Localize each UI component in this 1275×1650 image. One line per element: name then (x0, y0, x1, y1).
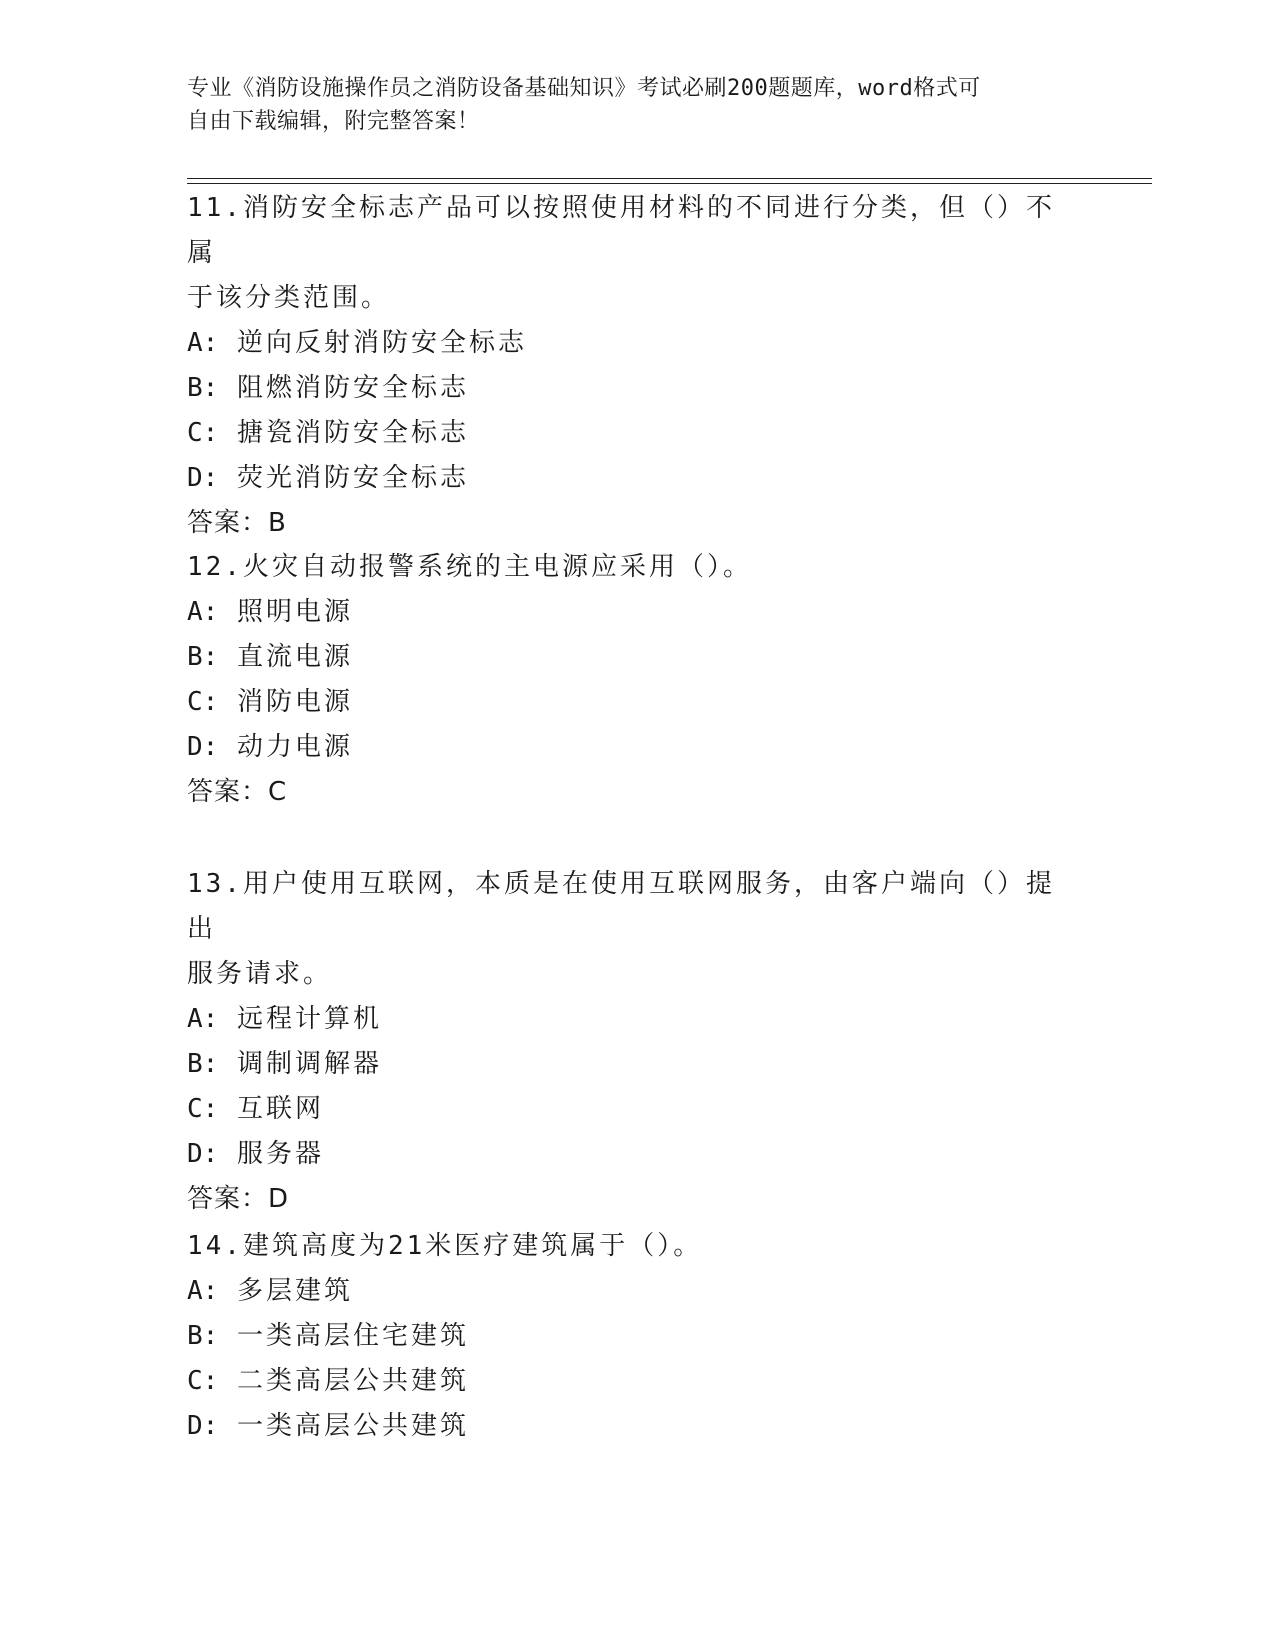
question-stem-line: 服务请求。 (187, 959, 333, 989)
option-letter: D: (187, 463, 219, 493)
option-d (187, 456, 1077, 501)
option-text: 服务器 (236, 1139, 324, 1169)
option-c (187, 411, 1077, 456)
option-c (187, 1087, 1077, 1132)
option-a (187, 590, 1077, 635)
option-text: 一类高层住宅建筑 (236, 1321, 469, 1351)
option-letter: C: (187, 1094, 219, 1124)
option-text: 消防电源 (236, 687, 353, 717)
answer: 答案：C (187, 777, 288, 807)
question-stem-line: 12.火灾自动报警系统的主电源应采用（）。 (187, 552, 752, 582)
question-stem-line: 11.消防安全标志产品可以按照使用材料的不同进行分类，但（）不属 (187, 193, 1055, 268)
question-13 (187, 862, 1077, 1222)
option-b (187, 1314, 1077, 1359)
option-d (187, 725, 1077, 770)
option-a (187, 997, 1077, 1042)
option-letter: A: (187, 1004, 219, 1034)
option-text: 一类高层公共建筑 (236, 1411, 469, 1441)
option-text: 直流电源 (236, 642, 353, 672)
option-letter: C: (187, 418, 219, 448)
option-text: 照明电源 (236, 597, 353, 627)
option-text: 阻燃消防安全标志 (236, 373, 469, 403)
option-letter: B: (187, 1321, 219, 1351)
option-letter: C: (187, 1366, 219, 1396)
document-header (187, 72, 1067, 138)
header-divider-top (187, 178, 1152, 179)
option-letter: D: (187, 1411, 219, 1441)
option-text: 调制调解器 (236, 1049, 382, 1079)
option-b (187, 635, 1077, 680)
option-text: 二类高层公共建筑 (236, 1366, 469, 1396)
header-line-2: 自由下载编辑，附完整答案！ (187, 109, 480, 134)
answer: 答案：B (187, 508, 287, 538)
option-a (187, 321, 1077, 366)
option-d (187, 1132, 1077, 1177)
option-letter: B: (187, 642, 219, 672)
question-14 (187, 1224, 1077, 1449)
option-text: 多层建筑 (236, 1276, 353, 1306)
option-b (187, 1042, 1077, 1087)
option-d (187, 1404, 1077, 1449)
option-letter: A: (187, 1276, 219, 1306)
question-11 (187, 186, 1077, 546)
header-line-1: 专业《消防设施操作员之消防设备基础知识》考试必刷200题题库，word格式可 (187, 76, 981, 101)
option-a (187, 1269, 1077, 1314)
option-text: 搪瓷消防安全标志 (236, 418, 469, 448)
option-text: 互联网 (236, 1094, 324, 1124)
option-text: 逆向反射消防安全标志 (236, 328, 527, 358)
option-text: 远程计算机 (236, 1004, 382, 1034)
option-letter: B: (187, 1049, 219, 1079)
option-letter: D: (187, 1139, 219, 1169)
answer: 答案：D (187, 1184, 290, 1214)
option-letter: B: (187, 373, 219, 403)
option-letter: A: (187, 328, 219, 358)
option-letter: A: (187, 597, 219, 627)
option-letter: C: (187, 687, 219, 717)
option-text: 动力电源 (236, 732, 353, 762)
question-stem-line: 14.建筑高度为21米医疗建筑属于（）。 (187, 1231, 703, 1261)
option-b (187, 366, 1077, 411)
header-divider-bottom (187, 183, 1152, 184)
option-letter: D: (187, 732, 219, 762)
question-stem-line: 13.用户使用互联网，本质是在使用互联网服务，由客户端向（）提出 (187, 869, 1055, 944)
option-c (187, 680, 1077, 725)
option-text: 荧光消防安全标志 (236, 463, 469, 493)
question-stem-line: 于该分类范围。 (187, 283, 391, 313)
option-c (187, 1359, 1077, 1404)
question-12 (187, 545, 1077, 815)
